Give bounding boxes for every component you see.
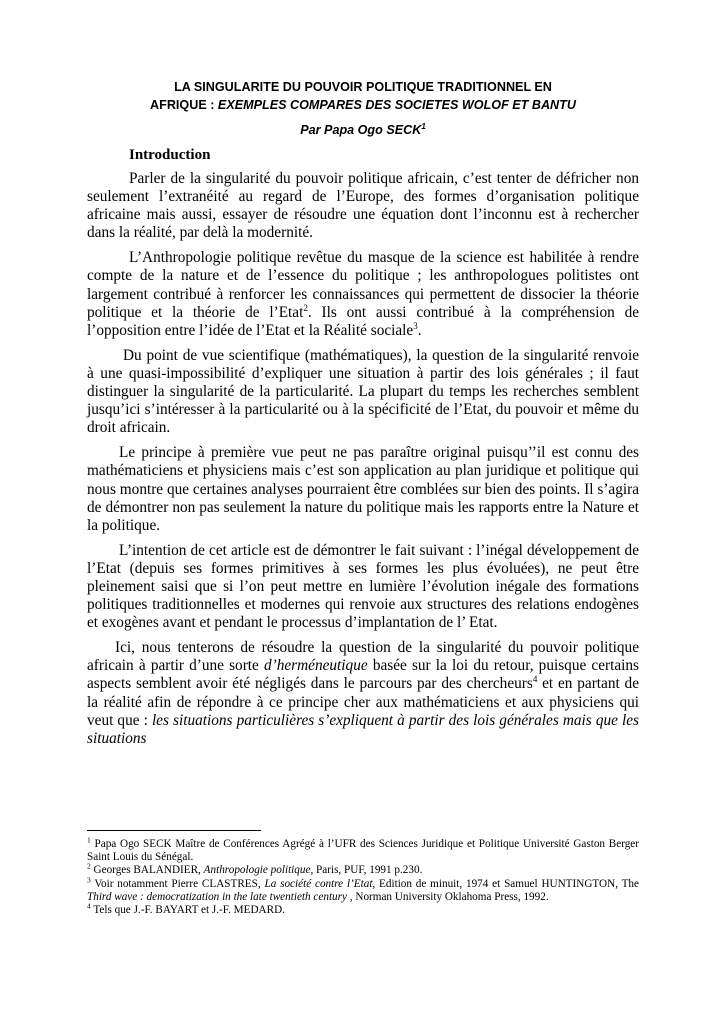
footnote-2-text-b: , Paris, PUF, 1991 p.230. <box>310 864 423 877</box>
footnote-4 <box>87 901 639 917</box>
footnote-1-number: 1 <box>87 835 91 845</box>
footnote-2 <box>87 861 639 877</box>
footnote-2-italic: Anthropologie politique <box>203 864 311 877</box>
paragraph-2-part-b: . Ils ont aussi contribué à la compréhension de l’opposition entre l’idée de l’Etat et la Réalité sociale <box>87 303 640 339</box>
body-text <box>87 170 639 755</box>
paragraph-1: Parler de la singularité du pouvoir politique africain, c’est tenter de défricher non seulement l’extranéité au regard de l’Europe, des formes d’organisation politique africaine mais aussi, essayer de résoudre une équation dont l’inconnu est à rechercher dans la réalité, par delà la modernité. <box>87 170 639 242</box>
paragraph-6-part-a: Ici, nous tenterons de résoudre la question de la singularité du pouvoir politique africain à partir d’une sorte <box>87 639 639 675</box>
paragraph-2 <box>87 249 639 339</box>
paragraph-3: Du point de vue scientifique (mathématiques), la question de la singularité renvoie à une quasi-impossibilité d’expliquer une situation à partir des lois générales ; il faut distinguer la singularité de la particularité. La plupart du temps les recherches semblent jusqu’ici s’intéresser à la particularité ou à la spécificité de l’Etat, du pouvoir et même du droit africain. <box>87 346 639 437</box>
footnote-3-italic-2: Third wave : democratization in the late twentieth century <box>87 890 347 903</box>
paragraph-4: Le principe à première vue peut ne pas paraître original puisqu’’il est connu des mathématiciens et physiciens mais c’est son application au plan juridique et politique qui nous montre que certaines analyses pourraient être comblées sur bien des points. Il s’agira de démontrer non pas seulement la nature du politique mais les rapports entre la Nature et la politique. <box>87 444 639 534</box>
footnote-2-number: 2 <box>87 861 91 871</box>
title-line-2 <box>87 96 639 114</box>
paragraph-6 <box>87 639 639 748</box>
paragraph-6-part-c: et en partant de la réalité afin de répondre à ce principe cher aux mathématiciens et aux physiciens qui veut que : <box>87 675 639 729</box>
paragraph-2-part-a: L’Anthropologie politique revêtue du masque de la science est habilitée à rendre compte de la nature et de l’essence du politique ; les anthropologues politistes ont largement contribué à renforcer les connaissances qui permettent de dissocier la théorie politique et la théorie de l’Etat <box>87 249 639 321</box>
author-line <box>87 122 639 137</box>
article-title <box>87 78 639 114</box>
footnote-1-text: Papa Ogo SECK Maître de Conférences Agrégé à l’UFR des Sciences Juridique et Politique Université Gaston Berger Saint Louis du Sénégal. <box>87 838 639 864</box>
paragraph-6-part-b: basée sur la loi du retour, puisque certains aspects semblent avoir été négligés dans le parcours par des chercheurs <box>87 657 639 693</box>
footnote-3-italic: La société contre l’Etat, <box>264 877 376 890</box>
footnote-1 <box>87 835 639 864</box>
footnote-ref-3: 3 <box>413 320 418 331</box>
title-line-2-prefix: AFRIQUE : <box>150 98 218 112</box>
footnote-3-text-a: Voir notamment Pierre CLASTRES, <box>90 877 265 890</box>
footnote-separator <box>87 830 261 831</box>
footnote-3 <box>87 874 639 904</box>
footnote-3-text-c: , Norman University Oklahoma Press, 1992. <box>346 890 549 903</box>
footnote-2-text-a: Georges BALANDIER, <box>90 864 204 877</box>
author-footnote-ref: 1 <box>421 122 426 131</box>
paragraph-6-italic-quote: les situations particulières s’expliquent à partir des lois générales mais que les situations <box>87 711 639 747</box>
footnotes <box>87 835 639 917</box>
footnote-4-number: 4 <box>87 901 91 911</box>
title-line-2-italic: EXEMPLES COMPARES DES SOCIETES WOLOF ET BANTU <box>217 98 576 112</box>
title-line-1: LA SINGULARITE DU POUVOIR POLITIQUE TRADITIONNEL EN <box>174 80 552 94</box>
footnote-ref-2: 2 <box>303 302 308 313</box>
footnote-4-text: Tels que J.-F. BAYART et J.-F. MEDARD. <box>90 904 285 917</box>
paragraph-5: L’intention de cet article est de démontrer le fait suivant : l’inégal développement de l’Etat (depuis ses formes primitives à ses formes les plus évoluées), ne peut être pleinement saisi que si l’on peut mettre en lumière l’évolution inégale des formations politiques traditionnelles et modernes qui renvoie aux structures des relations endogènes et exogènes avant et pendant le processus d’implantation de l’ Etat. <box>87 541 639 632</box>
section-heading: Introduction <box>129 147 211 163</box>
paragraph-6-italic: d’herméneutique <box>264 657 368 675</box>
footnote-3-text-b: Edition de minuit, 1974 et Samuel HUNTINGTON, The <box>375 877 639 890</box>
paragraph-2-part-c: . <box>417 321 422 339</box>
footnote-3-number: 3 <box>87 874 91 884</box>
author-name: Par Papa Ogo SECK <box>300 123 422 138</box>
footnote-ref-4: 4 <box>532 674 538 685</box>
